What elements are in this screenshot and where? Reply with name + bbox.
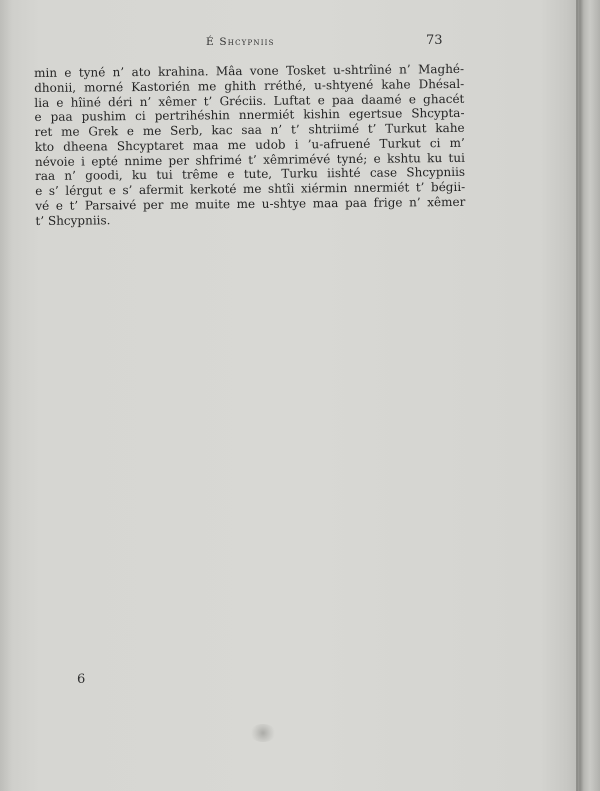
text-line: e paa pushim ci pertrihéshin nnermiét kishin egertsue Shcypta-: [34, 106, 465, 125]
text-line: min e tyné n’ ato krahina. Mâa vone Tosket u-shtrîiné n’ Maghé-: [34, 61, 465, 80]
text-line: ret me Grek e me Serb, kac saa n’ t’ shtriimé t’ Turkut kahe: [34, 120, 465, 139]
page-header: [0, 33, 600, 53]
text-line: névoie i epté nnime per shfrimé t’ xêmrimévé tyné; e kshtu ku tui: [34, 150, 465, 169]
text-line: vé e t’ Parsaivé per me muite me u-shtye maa paa frige n’ xêmer: [35, 194, 466, 213]
signature-mark: 6: [77, 672, 86, 687]
text-line: raa n’ goodi, ku tui trême e tute, Turku iishté case Shcypniis: [34, 165, 466, 184]
text-line-last: t’ Shcypniis.: [35, 212, 111, 228]
running-head: É Shcypniis: [206, 36, 275, 48]
page-fold-shadow: [576, 0, 578, 791]
text-line: dhonii, morné Kastorién me ghith rréthé, u-shtyené kahe Dhésal-: [34, 76, 465, 95]
ink-smudge: [250, 724, 276, 742]
page-number: 73: [426, 33, 443, 48]
page-fold-edge: [576, 0, 600, 791]
text-line: kto dheena Shcyptaret maa me udob i ’u-afruené Turkut ci m’: [34, 135, 465, 154]
text-line: e s’ lérgut e s’ afermit kerkoté me shtîi xiérmin nnermiét t’ bégii-: [35, 179, 466, 198]
body-text: [34, 62, 466, 228]
text-line: lia e hîiné déri n’ xêmer t’ Gréciis. Luftat e paa daamé e ghacét: [34, 91, 465, 110]
